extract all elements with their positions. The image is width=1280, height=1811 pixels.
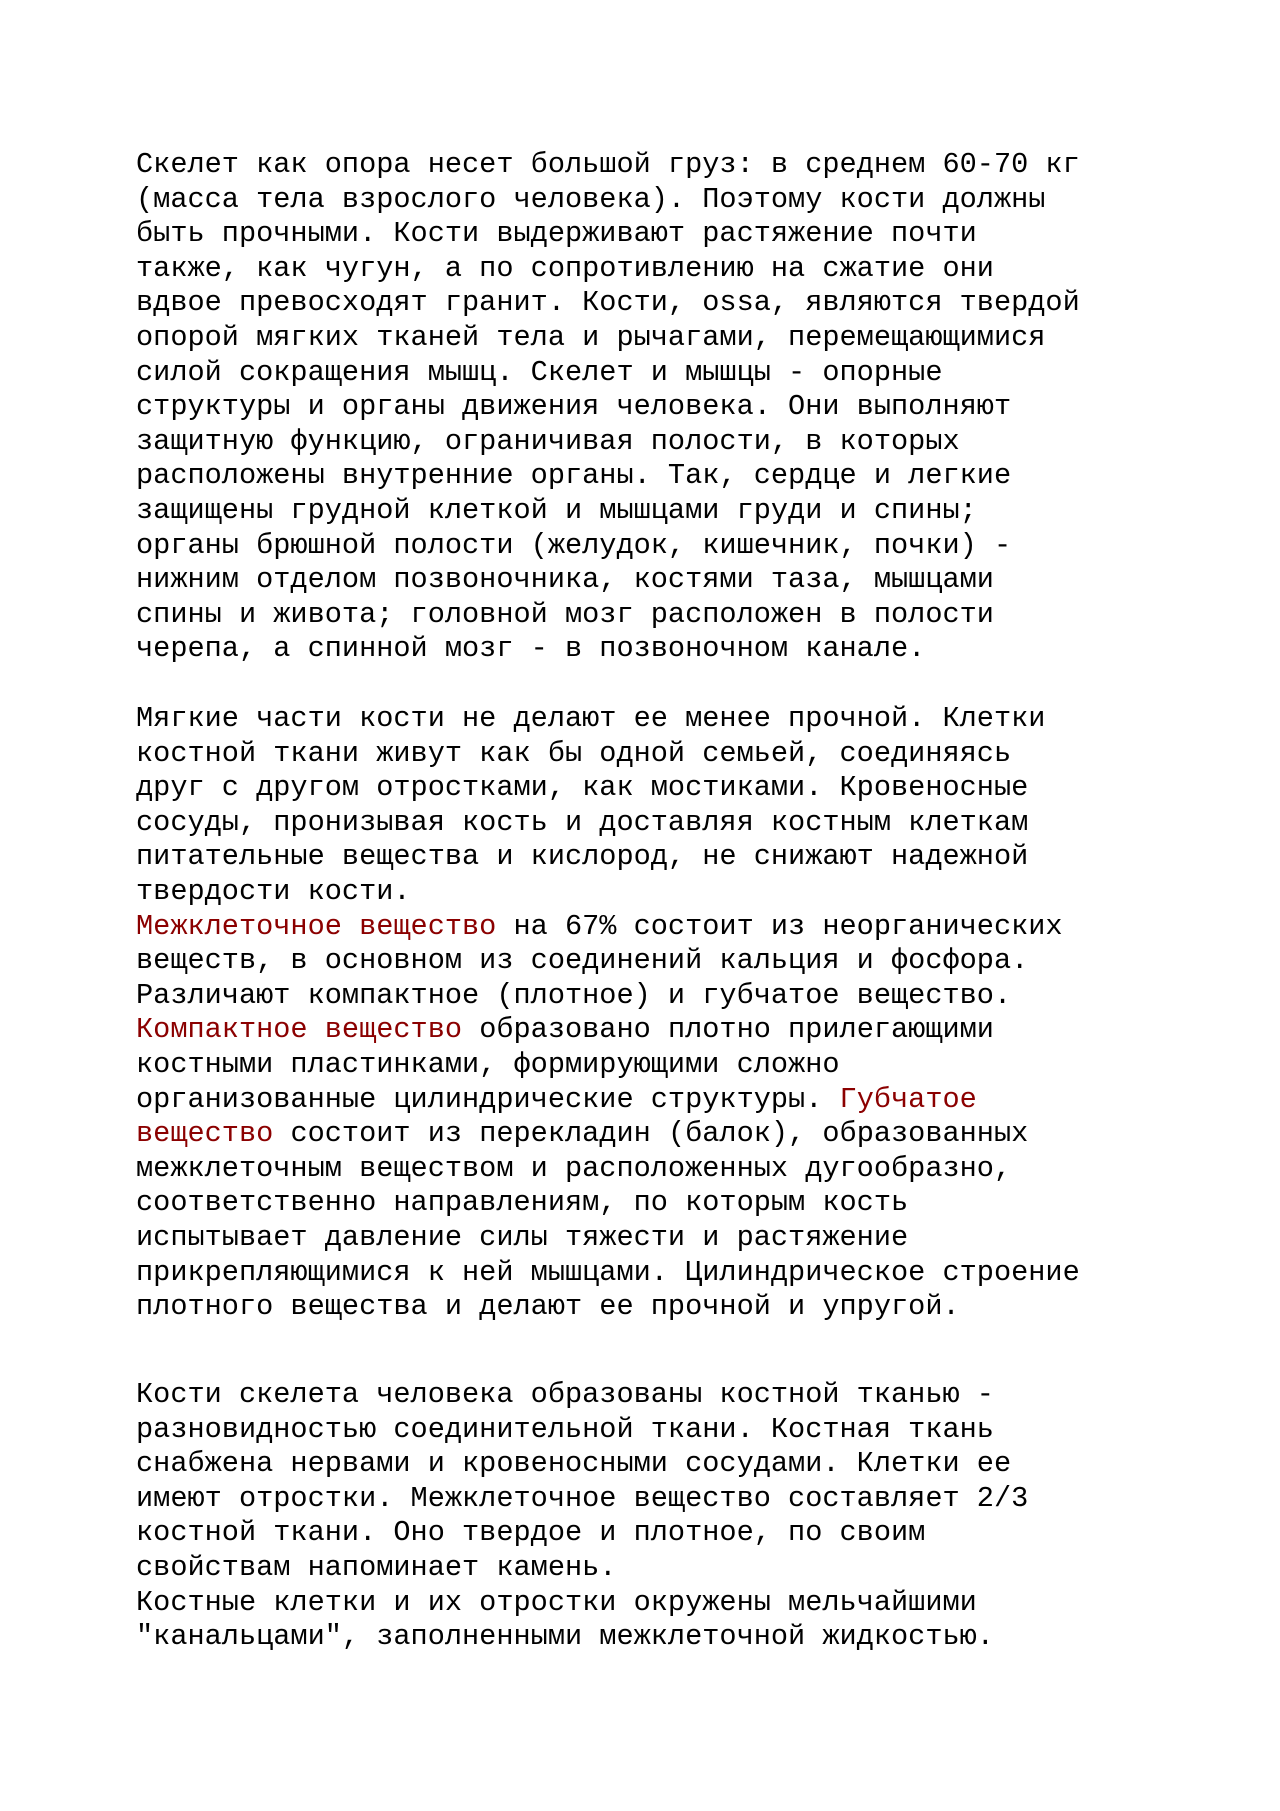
text-line: веществ, в основном из соединений кальция и фосфора. [136,944,1029,978]
text-line: испытывает давление силы тяжести и растяжение [136,1220,909,1254]
text-line: защитную функцию, ограничивая полости, в которых [136,424,960,458]
text-line: разновидностью соединительной ткани. Костная ткань [136,1412,994,1446]
highlighted-term-spongy-substance-part-1: Губчатое [839,1082,977,1116]
text-line: плотного вещества и делают ее прочной и упругой. [136,1290,960,1324]
text-line: свойствам напоминает камень. [136,1550,617,1584]
text-line: Костные клетки и их отростки окружены мельчайшими [136,1585,977,1619]
text-line: межклеточным веществом и расположенных дугообразно, [136,1151,1012,1185]
text-line: расположены внутренние органы. Так, сердце и легкие [136,459,1012,493]
text-line: "канальцами", заполненными межклеточной жидкостью. [136,1620,994,1654]
text-line: Различают компактное (плотное) и губчатое вещество. [136,978,1012,1012]
text-fragment: на 67% состоит из неорганических [496,909,1063,943]
text-line: имеют отростки. Межклеточное вещество составляет 2/3 [136,1481,1029,1515]
text-line: быть прочными. Кости выдерживают растяжение почти [136,217,977,251]
paragraph-bone-tissue [136,1378,1146,1655]
text-line: друг с другом отростками, как мостиками. Кровеносные [136,771,1029,805]
text-line: Кости скелета человека образованы костной тканью - [136,1378,994,1411]
text-line: вдвое превосходят гранит. Кости, ossa, являются твердой [136,286,1080,320]
text-line: соответственно направлениям, по которым кость [136,1186,909,1220]
text-line: (масса тела взрослого человека). Поэтому кости должны [136,182,1046,216]
text-line: Скелет как опора несет большой груз: в среднем 60-70 кг [136,148,1080,181]
text-line: Мягкие части кости не делают ее менее прочной. Клетки [136,702,1046,735]
text-fragment: состоит из перекладин (балок), образованных [273,1117,1029,1151]
highlighted-term-compact-substance: Компактное вещество [136,1013,463,1047]
text-line: костной ткани. Оно твердое и плотное, по своим [136,1516,926,1550]
text-line: опорой мягких тканей тела и рычагами, перемещающимися [136,320,1046,354]
text-line: сосуды, пронизывая кость и доставляя костным клеткам [136,805,1029,839]
text-line: черепа, а спинной мозг - в позвоночном канале. [136,632,926,666]
text-line: спины и живота; головной мозг расположен в полости [136,597,994,631]
text-line: органы брюшной полости (желудок, кишечник, почки) - [136,528,1012,562]
highlighted-term-intercellular-substance: Межклеточное вещество [136,909,497,943]
text-line: защищены грудной клеткой и мышцами груди и спины; [136,493,977,527]
text-line: также, как чугун, а по сопротивлению на сжатие они [136,251,994,285]
text-fragment: образовано плотно прилегающими [462,1013,994,1047]
text-line: силой сокращения мышц. Скелет и мышцы - опорные [136,355,943,389]
text-line: снабжена нервами и кровеносными сосудами. Клетки ее [136,1447,1012,1481]
text-fragment: организованные цилиндрические структуры. [136,1082,840,1116]
paragraph-skeleton-support [136,148,1146,667]
highlighted-term-spongy-substance-part-2: вещество [136,1117,274,1151]
text-line: структуры и органы движения человека. Они выполняют [136,390,1012,424]
text-line: питательные вещества и кислород, не снижают надежной [136,840,1029,874]
text-line: нижним отделом позвоночника, костями таза, мышцами [136,563,994,597]
text-line: твердости кости. [136,874,411,908]
paragraph-bone-structure [136,702,1146,1325]
text-line: костной ткани живут как бы одной семьей, соединяясь [136,736,1012,770]
text-line: прикрепляющимися к ней мышцами. Цилиндрическое строение [136,1255,1080,1289]
text-line: костными пластинками, формирующими сложно [136,1047,840,1081]
